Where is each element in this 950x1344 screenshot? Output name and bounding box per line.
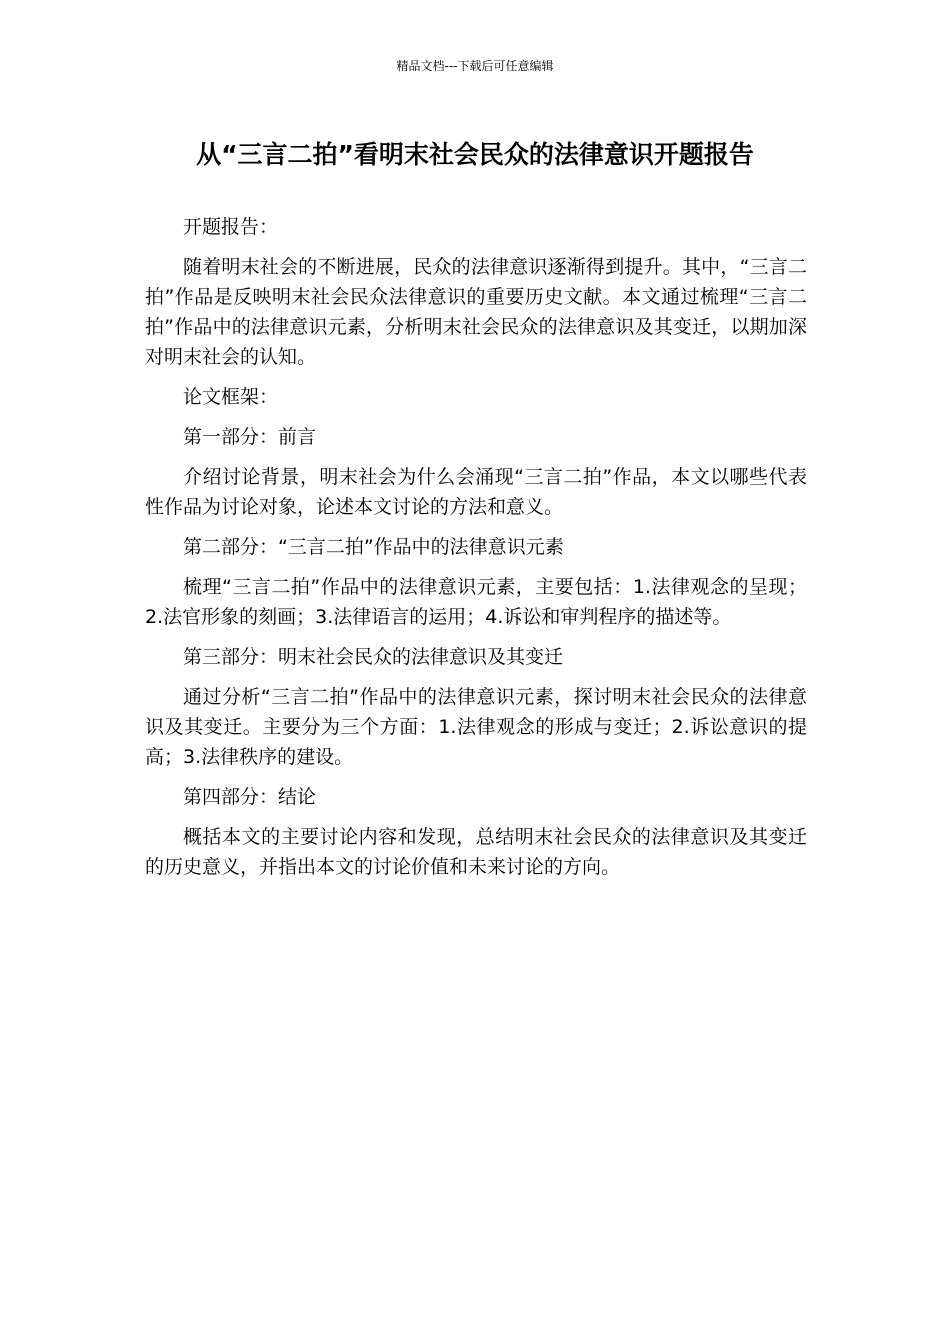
document-body [145,212,807,892]
section-4-body: 概括本文的主要讨论内容和发现，总结明末社会民众的法律意识及其变迁的历史意义，并指出本文的讨论价值和未来讨论的方向。 [145,826,807,878]
section-1-heading: 第一部分：前言 [183,426,317,448]
document-title: 从“三言二拍”看明末社会民众的法律意识开题报告 [196,140,754,169]
paragraph-intro: 随着明末社会的不断进展，民众的法律意识逐渐得到提升。其中，“三言二拍”作品是反映明末社会民众法律意识的重要历史文献。本文通过梳理“三言二拍”作品中的法律意识元素，分析明末社会民众的法律意识及其变迁，以期加深对明末社会的认知。 [145,256,807,368]
header-note: 精品文档---下载后可任意编辑 [396,59,554,73]
paragraph-framework-heading: 论文框架： [183,386,279,408]
paragraph-intro-heading: 开题报告： [183,216,279,238]
section-2-heading: 第二部分：“三言二拍”作品中的法律意识元素 [183,536,564,558]
section-3-heading: 第三部分：明末社会民众的法律意识及其变迁 [183,646,564,668]
section-4-heading: 第四部分：结论 [183,786,317,808]
section-1-body: 介绍讨论背景，明末社会为什么会涌现“三言二拍”作品，本文以哪些代表性作品为讨论对象，论述本文讨论的方法和意义。 [145,466,807,518]
section-3-body: 通过分析“三言二拍”作品中的法律意识元素，探讨明末社会民众的法律意识及其变迁。主要分为三个方面：1.法律观念的形成与变迁；2.诉讼意识的提高；3.法律秩序的建设。 [145,686,807,768]
section-2-body: 梳理“三言二拍”作品中的法律意识元素，主要包括：1.法律观念的呈现；2.法官形象的刻画；3.法律语言的运用；4.诉讼和审判程序的描述等。 [145,576,807,628]
